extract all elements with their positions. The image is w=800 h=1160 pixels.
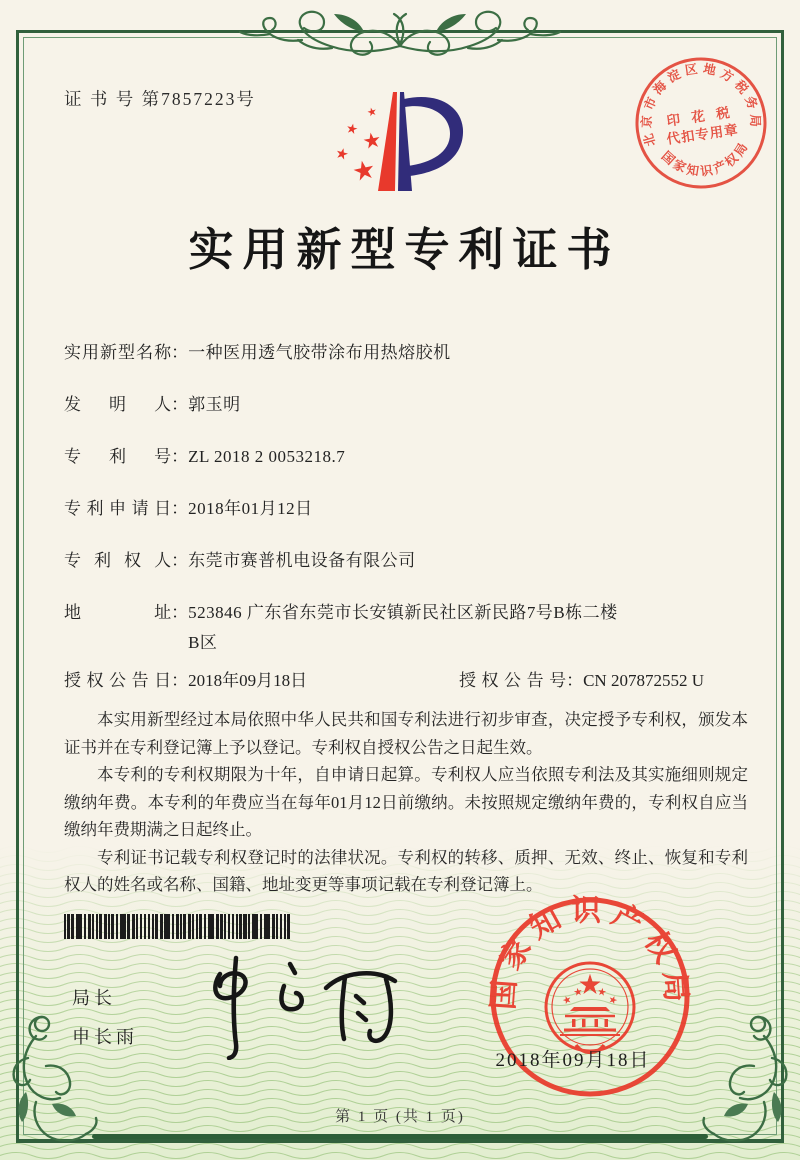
field-label: 发明人 — [64, 395, 172, 414]
svg-text:国家知识产权局 — [487, 895, 693, 1011]
field-value: ZL 2018 2 0053218.7 — [188, 447, 346, 466]
certificate-content — [64, 338, 748, 939]
cnipa-logo — [325, 78, 495, 208]
tax-stamp-arc-top: 北京市海淀区地方税务局 — [639, 61, 763, 148]
director-signature — [198, 952, 403, 1060]
field-colon: ： — [171, 447, 189, 466]
grant-row — [64, 666, 748, 696]
top-flourish-ornament — [230, 6, 570, 62]
grant-date-value: 2018年09月18日 — [188, 671, 308, 690]
field-colon: ： — [171, 499, 189, 518]
bottom-rule — [92, 1134, 708, 1139]
officer-name: 申长雨 — [72, 1027, 138, 1047]
field-colon: ： — [171, 603, 189, 622]
field-colon: ： — [171, 395, 189, 414]
legal-text — [64, 706, 748, 899]
page-number: 第 1 页 (共 1 页) — [335, 1109, 465, 1125]
field-row-filing-date — [64, 494, 748, 524]
field-label: 专利申请日 — [64, 499, 172, 518]
tax-stamp-center-line2: 代扣专用章 — [665, 121, 740, 147]
grant-no-value: CN 207872552 U — [583, 671, 704, 690]
legal-paragraph-1: 本实用新型经过本局依照中华人民共和国专利法进行初步审查，决定授予专利权，颁发本证书并在专利登记簿上予以登记。专利权自授权公告之日起生效。 — [64, 710, 748, 757]
national-emblem — [546, 963, 634, 1052]
barcode — [64, 914, 290, 939]
field-colon: ： — [171, 343, 189, 362]
officer-title: 局长 — [72, 988, 116, 1008]
field-value: 2018年01月12日 — [188, 499, 313, 518]
field-label: 实用新型名称 — [64, 343, 172, 362]
seal-arc-text: 国家知识产权局 — [486, 894, 694, 1011]
tax-stamp-seal — [619, 41, 784, 206]
legal-paragraph-3: 专利证书记载专利权登记时的法律状况。专利权的转移、质押、无效、终止、恢复和专利权人的姓名或名称、国籍、地址变更等事项记载在专利登记簿上。 — [64, 847, 748, 894]
corner-ornament-right — [699, 1006, 794, 1151]
field-colon: ： — [171, 671, 189, 690]
field-row-name — [64, 338, 748, 368]
field-label: 专利权人 — [64, 551, 172, 570]
field-row-patent-no — [64, 442, 748, 472]
grant-no-label: 授权公告号 — [459, 671, 567, 690]
field-colon: ： — [566, 671, 584, 690]
legal-paragraph-2: 本专利的专利权期限为十年，自申请日起算。专利权人应当依照专利法及其实施细则规定缴纳年费。本专利的年费应当在每年01月12日前缴纳。未按照规定缴纳年费的，专利权自应当缴纳年费期满之日起终止。 — [64, 765, 748, 839]
field-row-inventor — [64, 390, 748, 420]
field-colon: ： — [171, 551, 189, 570]
grant-date-label: 授权公告日 — [64, 671, 172, 690]
field-value: 一种医用透气胶带涂布用热熔胶机 — [188, 343, 451, 362]
field-row-patentee — [64, 546, 748, 576]
field-label: 专利号 — [64, 447, 172, 466]
field-label: 地址 — [64, 603, 172, 622]
certificate-number: 证 书 号 第7857223号 — [64, 89, 256, 109]
officer-block — [72, 984, 138, 1062]
certificate-title: 实用新型专利证书 — [188, 225, 621, 275]
field-value: 东莞市赛普机电设备有限公司 — [188, 551, 416, 570]
seal-date: 2018年09月18日 — [495, 1050, 651, 1071]
field-row-address — [64, 598, 748, 658]
field-value: 郭玉明 — [188, 395, 241, 414]
tax-stamp-arc-bottom: 国家知识产权局 — [658, 138, 752, 179]
tax-stamp-center-line1: 印 花 税 — [665, 104, 735, 129]
field-value: 523846 广东省东莞市长安镇新民社区新民路7号B栋二楼B区 — [188, 603, 618, 652]
